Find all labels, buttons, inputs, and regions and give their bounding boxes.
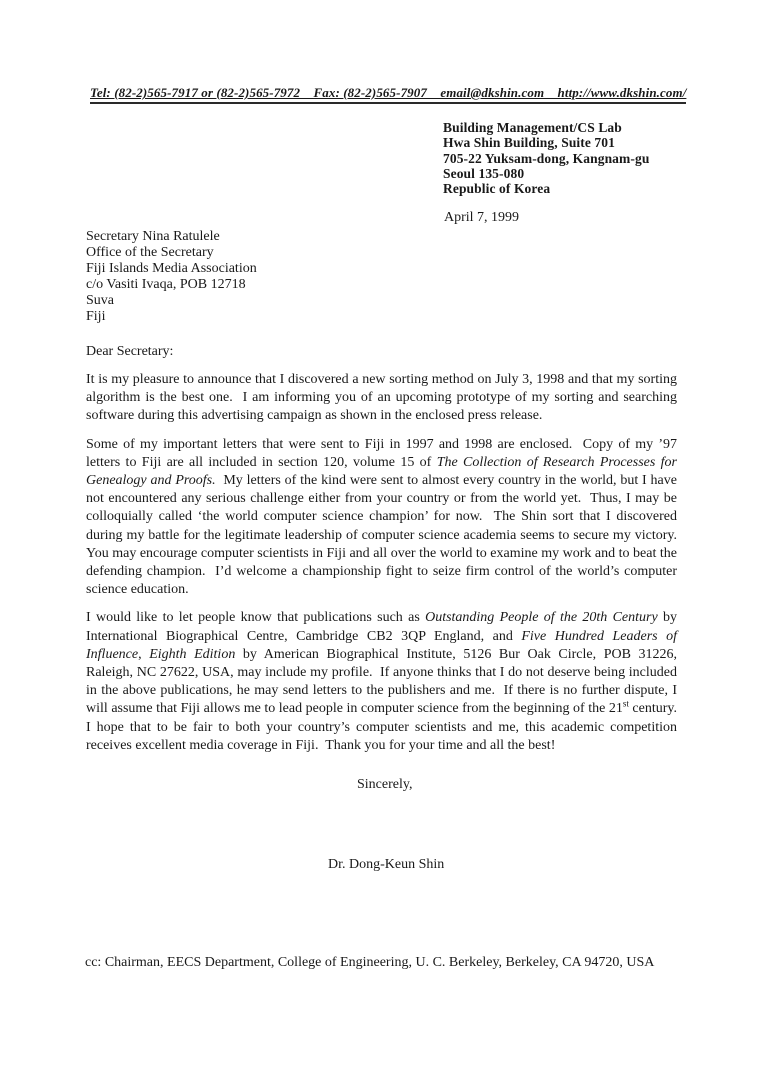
- address-line: Fiji: [86, 309, 106, 324]
- superscript-text-segment: st: [622, 698, 629, 709]
- text-segment: I would like to let people know that publications such as: [86, 610, 426, 626]
- address-line: Secretary Nina Ratulele: [86, 229, 220, 244]
- text-segment: ,: [138, 646, 150, 662]
- text-segment: century. I hope that to be fair to both your country’s computer scientists and me, this academic competition receives excellent media coverage in Fiji. Thank you for your time and all the best!: [86, 701, 684, 753]
- italic-text-segment: Outstanding People of the 20th Century: [425, 610, 658, 626]
- body-paragraph-1: [86, 371, 681, 426]
- body-paragraph-2: [86, 436, 684, 600]
- body-paragraph-3: [86, 609, 684, 755]
- italic-text-segment: Five Hundred Leaders of Influence: [86, 628, 681, 662]
- recipient-address-block: [86, 229, 257, 325]
- address-line: Hwa Shin Building, Suite 701: [443, 135, 615, 151]
- sender-address-block: [443, 120, 649, 196]
- contact-header-line: Tel: (82-2)565-7917 or (82-2)565-7972 Fax: (82-2)565-7907 email@dkshin.com http://www.dkshin.com/: [90, 85, 686, 104]
- address-line: Seoul 135-080: [443, 165, 525, 181]
- cc-line: cc: Chairman, EECS Department, College of Engineering, U. C. Berkeley, Berkeley, CA 94720, USA: [85, 955, 655, 970]
- address-line: Office of the Secretary: [86, 245, 214, 260]
- address-line: Suva: [86, 293, 114, 308]
- closing-phrase: Sincerely,: [357, 777, 413, 792]
- address-line: c/o Vasiti Ivaqa, POB 12718: [86, 277, 246, 292]
- salutation: Dear Secretary:: [86, 344, 174, 359]
- signature-name: Dr. Dong-Keun Shin: [328, 857, 445, 872]
- address-line: 705-22 Yuksam-dong, Kangnam-gu: [443, 150, 650, 166]
- italic-text-segment: The Collection of Research Processes for Genealogy and Proofs.: [86, 454, 681, 489]
- address-line: Building Management/CS Lab: [443, 120, 622, 135]
- text-segment: It is my pleasure to announce that I discovered a new sorting method on July 3, 1998 and that my sorting algorithm is the best one. I am informing you of an upcoming prototype of my sorting and searching software during this advertising campaign as shown in the enclosed press release.: [86, 372, 681, 424]
- text-segment: Some of my important letters that were sent to Fiji in 1997 and 1998 are enclosed. Copy of my ’97 letters to Fiji are all included in section 120, volume 15 of: [86, 436, 681, 470]
- address-line: Fiji Islands Media Association: [86, 261, 257, 276]
- letter-date: April 7, 1999: [444, 210, 520, 225]
- letter-body: [86, 371, 684, 765]
- address-line: Republic of Korea: [443, 181, 551, 197]
- text-segment: My letters of the kind were sent to almost every country in the world, but I have not encountered any serious challenge either from your country or from the world yet. Thus, I may be colloquially called ‘the world computer science champion’ for now. The Shin sort that I discovered during my battle for the legitimate leadership of computer science academia seems to secure my victory. You may encourage computer scientists in Fiji and all over the world to examine my work and to beat the defending champion. I’d welcome a championship fight to seize firm control of the world’s computer science education.: [86, 473, 684, 598]
- text-segment: by International Biographical Centre, Cambridge CB2 3QP England, and: [86, 610, 681, 644]
- text-segment: by American Biographical Institute, 5126 Bur Oak Circle, POB 31226, Raleigh, NC 27622, USA, may include my profile. If anyone thinks that I do not deserve being included in the above publications, he may send letters to the publishers and me. If there is no further dispute, I will assume that Fiji allows me to lead people in computer science from the beginning of the 21: [86, 646, 681, 717]
- italic-text-segment: Eighth Edition: [149, 646, 236, 662]
